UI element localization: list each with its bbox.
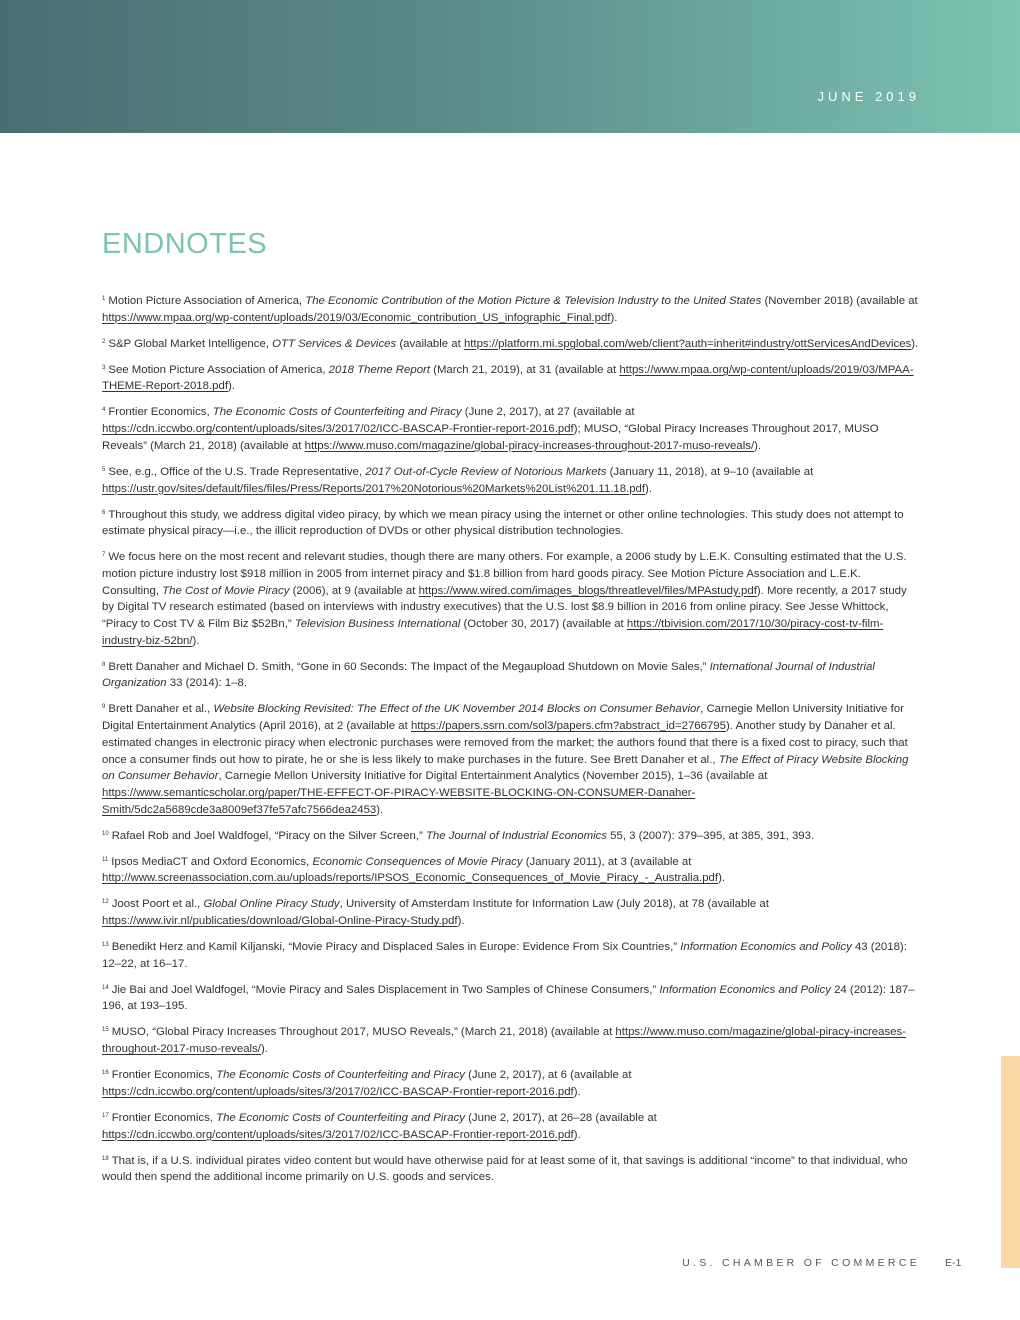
endnote-text: 24 (2012): 187–196, at 193–195. xyxy=(102,983,915,1013)
endnote-citation-title: Website Blocking Revisited: The Effect of the UK November 2014 Blocks on Consumer Behavior xyxy=(213,703,701,716)
endnote-text: ). xyxy=(754,439,762,452)
endnote-citation-title: The Economic Costs of Counterfeiting and Piracy xyxy=(216,1111,465,1124)
endnote-link[interactable]: https://tbivision.com/2017/10/30/piracy-cost-tv-film-industry-biz-52bn/ xyxy=(102,618,884,647)
endnote-text: See, e.g., Office of the U.S. Trade Representative, xyxy=(108,465,366,478)
endnote-citation-title: The Economic Costs of Counterfeiting and Piracy xyxy=(216,1069,465,1082)
side-tab xyxy=(1001,1056,1020,1268)
endnote-citation-title: Global Online Piracy Study xyxy=(203,898,340,911)
endnote-link[interactable]: https://papers.ssrn.com/sol3/papers.cfm?abstract_id=2766795 xyxy=(410,720,726,733)
endnote-item xyxy=(102,291,920,326)
endnote-link[interactable]: https://www.mpaa.org/wp-content/uploads/2019/03/Economic_contribution_US_infographic_Final.pdf xyxy=(102,311,611,324)
endnote-citation-title: Television Business International xyxy=(294,618,461,631)
endnote-text: Jie Bai and Joel Waldfogel, “Movie Piracy and Sales Displacement in Two Samples of Chinese Consumers,” xyxy=(111,983,660,996)
endnote-item xyxy=(102,852,920,887)
endnote-text: Benedikt Herz and Kamil Kiljanski, “Movie Piracy and Displaced Sales in Europe: Evidence From Six Countries,” xyxy=(111,941,681,954)
endnote-citation-title: Information Economics and Policy xyxy=(659,983,831,996)
endnote-link[interactable]: https://www.muso.com/magazine/global-piracy-increases-throughout-2017-muso-reveals/ xyxy=(304,439,755,452)
endnote-text: ). xyxy=(260,1043,268,1056)
endnote-number: 9 xyxy=(102,704,106,711)
endnote-item xyxy=(102,1108,920,1143)
endnote-text: (March 21, 2019), at 31 (available at xyxy=(429,363,620,376)
endnote-number: 6 xyxy=(102,509,106,516)
endnote-citation-title: International Journal of Industrial Organization xyxy=(102,660,875,690)
endnote-text: Brett Danaher et al., xyxy=(108,703,214,716)
endnote-link[interactable]: https://www.mpaa.org/wp-content/uploads/2019/03/MPAA-THEME-Report-2018.pdf xyxy=(102,363,914,393)
endnote-citation-title: 2018 Theme Report xyxy=(328,363,430,376)
endnote-number: 15 xyxy=(102,1027,109,1034)
endnote-text: , University of Amsterdam Institute for Information Law (July 2018), at 78 (available at xyxy=(339,898,769,911)
endnote-text: (available at xyxy=(396,337,464,350)
endnote-text: ). xyxy=(573,1128,581,1141)
endnote-item xyxy=(102,360,920,395)
endnote-number: 18 xyxy=(102,1155,109,1162)
endnote-citation-title: The Effect of Piracy Website Blocking on Consumer Behavior xyxy=(102,753,909,783)
footer-organization: U.S. CHAMBER OF COMMERCE xyxy=(682,1257,920,1269)
endnote-link[interactable]: http://www.screenassociation.com.au/uploads/reports/IPSOS_Economic_Consequences_of_Movie_Piracy_-_Australia.pdf xyxy=(102,872,719,885)
endnote-link[interactable]: https://ustr.gov/sites/default/files/files/Press/Reports/2017%20Notorious%20Markets%20List%201.11.18.pdf xyxy=(102,482,646,495)
endnote-text: Motion Picture Association of America, xyxy=(108,295,306,307)
endnote-number: 14 xyxy=(102,984,109,991)
endnote-number: 3 xyxy=(102,364,106,371)
endnote-text: 43 (2018): 12–22, at 16–17. xyxy=(102,941,907,970)
endnote-text: (June 2, 2017), at 26–28 (available at xyxy=(464,1111,657,1124)
endnote-item xyxy=(102,1022,920,1057)
endnote-number: 5 xyxy=(102,466,106,473)
endnote-text: ). xyxy=(457,915,465,928)
endnote-citation-title: Information Economics and Policy xyxy=(680,941,852,954)
endnote-citation-title: Economic Consequences of Movie Piracy xyxy=(312,855,523,868)
endnote-item xyxy=(102,937,920,972)
endnote-text: Rafael Rob and Joel Waldfogel, “Piracy on the Silver Screen,” xyxy=(111,829,426,842)
endnote-number: 4 xyxy=(102,407,106,414)
endnote-text: MUSO, “Global Piracy Increases Throughout 2017, MUSO Reveals,” (March 21, 2018) (available at xyxy=(111,1026,616,1039)
endnote-text: That is, if a U.S. individual pirates video content but would have otherwise paid for at least some of it, that savings is additional “income” to that individual, who would then spend the additional income primarily on U.S. goods and services. xyxy=(102,1154,908,1184)
endnote-number: 12 xyxy=(102,899,109,906)
endnote-text: Frontier Economics, xyxy=(108,406,213,419)
endnote-text: (November 2018) (available at xyxy=(761,295,918,307)
endnote-item xyxy=(102,462,920,497)
endnote-text: ). xyxy=(227,380,235,393)
endnote-link[interactable]: https://www.ivir.nl/publicaties/download/Global-Online-Piracy-Study.pdf xyxy=(102,915,458,928)
endnote-link[interactable]: https://cdn.iccwbo.org/content/uploads/sites/3/2017/02/ICC-BASCAP-Frontier-report-2016.pdf xyxy=(102,1085,574,1098)
endnote-text: 33 (2014): 1–8. xyxy=(166,677,248,690)
endnote-link[interactable]: https://www.muso.com/magazine/global-piracy-increases-throughout-2017-muso-reveals/ xyxy=(102,1026,906,1056)
endnote-link[interactable]: https://www.semanticscholar.org/paper/THE-EFFECT-OF-PIRACY-WEBSITE-BLOCKING-ON-CONSUMER-Danaher-Smith/5dc2a5689cde3a8009ef37fe57afc7566dea2453 xyxy=(102,786,696,816)
endnote-item xyxy=(102,657,920,692)
endnote-number: 10 xyxy=(102,830,109,837)
endnotes-list xyxy=(102,291,920,1193)
endnote-text: ); MUSO, “Global Piracy Increases Throughout 2017, MUSO Reveals” (March 21, 2018) (available at xyxy=(102,423,879,452)
endnote-item xyxy=(102,980,920,1015)
page-number: E-1 xyxy=(945,1257,962,1269)
endnote-text: ). xyxy=(610,311,618,324)
endnote-number: 13 xyxy=(102,942,109,949)
endnote-text: See Motion Picture Association of America, xyxy=(108,363,329,376)
endnote-text: Throughout this study, we address digital video piracy, by which we mean piracy using the internet or other online technologies. This study does not attempt to estimate physical piracy—i.e., the illicit reproduction of DVDs or other physical distribution technologies. xyxy=(102,508,904,538)
endnote-number: 2 xyxy=(102,338,106,345)
endnote-number: 17 xyxy=(102,1112,109,1119)
endnote-text: ). xyxy=(376,803,384,816)
endnote-citation-title: The Cost of Movie Piracy xyxy=(162,584,290,597)
endnote-item xyxy=(102,894,920,929)
endnote-citation-title: OTT Services & Devices xyxy=(272,337,397,350)
endnote-text: ). Another study by Danaher et al. estimated changes in electronic piracy when electronic purchases were removed from the market; the authors found that there is a fixed cost to piracy, such that once a consumer finds out how to pirate, he or she is less likely to make purchases in the future. See Brett Danaher et al., xyxy=(102,720,908,766)
endnote-text: Brett Danaher and Michael D. Smith, “Gone in 60 Seconds: The Impact of the Megaupload Shutdown on Movie Sales,” xyxy=(108,660,710,673)
endnote-number: 16 xyxy=(102,1070,109,1077)
endnote-text: Ipsos MediaCT and Oxford Economics, xyxy=(111,855,313,868)
endnote-text: ). xyxy=(645,482,653,495)
endnote-citation-title: The Economic Costs of Counterfeiting and Piracy xyxy=(212,406,462,419)
endnote-text: Joost Poort et al., xyxy=(111,898,204,911)
endnote-text: , Carnegie Mellon University Initiative for Digital Entertainment Analytics (April 2016), at 2 (available at xyxy=(102,703,904,733)
endnote-item xyxy=(102,826,920,845)
endnote-text: Frontier Economics, xyxy=(111,1111,217,1124)
endnote-text: (October 30, 2017) (available at xyxy=(460,618,627,631)
endnote-text: (June 2, 2017), at 27 (available at xyxy=(461,406,635,419)
endnote-item xyxy=(102,547,920,649)
endnote-item xyxy=(102,1151,920,1186)
endnote-text: ). xyxy=(911,337,919,350)
endnote-text: We focus here on the most recent and relevant studies, though there are many others. For example, a 2006 study by L.E.K. Consulting estimated that the U.S. motion picture industry lost $918 million in 2005 from internet piracy and $1.8 billion from hard goods piracy. See Motion Picture Association and L.E.K. Consulting, xyxy=(102,551,907,597)
endnote-link[interactable]: https://cdn.iccwbo.org/content/uploads/sites/3/2017/02/ICC-BASCAP-Frontier-report-2016.pdf xyxy=(102,423,574,436)
header-date: JUNE 2019 xyxy=(817,89,920,104)
endnote-citation-title: The Economic Contribution of the Motion Picture & Television Industry to the United States xyxy=(305,295,762,307)
endnote-text: ). More recently, a 2017 study by Digital TV research estimated (based on interviews with industry executives) that the U.S. lost $8.9 billion in 2016 from online piracy. See Jesse Whittock, “Piracy to Cost TV & Film Biz $52Bn,” xyxy=(102,584,907,631)
endnote-text: 55, 3 (2007): 379–395, at 385, 391, 393. xyxy=(607,829,815,842)
endnote-item xyxy=(102,334,920,353)
endnote-text: Frontier Economics, xyxy=(111,1069,217,1082)
endnote-text: (June 2, 2017), at 6 (available at xyxy=(464,1069,632,1082)
endnote-citation-title: 2017 Out-of-Cycle Review of Notorious Markets xyxy=(365,465,607,478)
endnote-item xyxy=(102,402,920,454)
endnote-text: (January 2011), at 3 (available at xyxy=(522,855,692,868)
endnote-citation-title: The Journal of Industrial Economics xyxy=(425,829,608,842)
endnote-item xyxy=(102,505,920,540)
endnote-text: , Carnegie Mellon University Initiative for Digital Entertainment Analytics (November 2015), 1–36 (available at xyxy=(218,770,768,783)
endnote-text: (2006), at 9 (available at xyxy=(289,584,419,597)
endnote-text: ). xyxy=(192,634,200,647)
endnote-link[interactable]: https://www.wired.com/images_blogs/threatlevel/files/MPAstudy.pdf xyxy=(418,584,757,597)
endnote-text: ). xyxy=(573,1085,581,1098)
endnote-link[interactable]: https://platform.mi.spglobal.com/web/client?auth=inherit#industry/ottServicesAndDevices xyxy=(463,337,912,350)
endnote-number: 8 xyxy=(102,661,106,668)
header-band xyxy=(0,0,1020,133)
endnote-number: 1 xyxy=(102,296,106,302)
endnote-text: (January 11, 2018), at 9–10 (available at xyxy=(606,465,814,478)
endnote-text: S&P Global Market Intelligence, xyxy=(108,337,273,350)
page-title: ENDNOTES xyxy=(102,228,268,260)
endnote-number: 7 xyxy=(102,552,106,559)
endnote-item xyxy=(102,699,920,818)
endnote-link[interactable]: https://cdn.iccwbo.org/content/uploads/sites/3/2017/02/ICC-BASCAP-Frontier-report-2016.pdf xyxy=(102,1128,574,1141)
endnote-text: ). xyxy=(718,872,726,885)
endnote-number: 11 xyxy=(102,856,109,863)
endnote-item xyxy=(102,1065,920,1100)
